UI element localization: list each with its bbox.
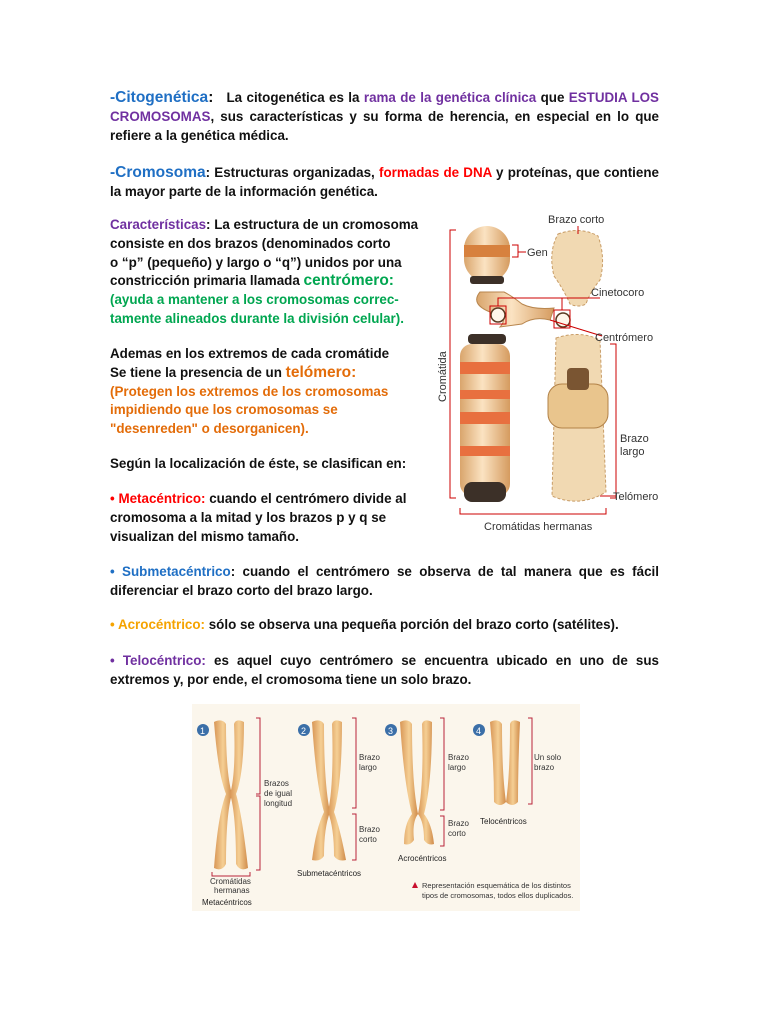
label-corto-b: corto: [359, 835, 377, 844]
kinetochore-right: [556, 313, 570, 327]
telomero-note-3: "desenreden" o desorganicen).: [110, 421, 309, 437]
submetacentrico-paragraph: [110, 562, 659, 600]
telocentric-chromatid-right: [506, 720, 520, 805]
acrocentric-chromatid-left: [400, 720, 418, 844]
label-metacentricos: Metacéntricos: [202, 898, 252, 907]
label-hermanas: hermanas: [214, 886, 250, 895]
label-de-igual: de igual: [264, 789, 293, 798]
label-brazos: Brazos: [264, 779, 289, 788]
acrocentrico-bullet: •: [110, 617, 115, 632]
label-brazo-corto-b: Brazo: [359, 825, 380, 834]
caracteristicas-block: [110, 216, 422, 329]
caracteristicas-line-3: o “p” (pequeño) y largo o “q”) unidos por una: [110, 254, 402, 270]
label-largo-a: largo: [359, 763, 377, 772]
dna-coil-core: [567, 368, 589, 390]
number-2: 2: [301, 726, 307, 736]
brazo-largo-bracket: [610, 344, 616, 498]
label-cromatidas: Cromátidas: [210, 877, 251, 886]
cromosoma-text-1: : Estructuras organizadas,: [205, 165, 375, 180]
number-4: 4: [476, 726, 482, 736]
acrocentric-bracket: [440, 718, 444, 846]
citogenetica-text-2: que: [540, 90, 565, 105]
cromosoma-highlight: formadas de DNA: [378, 165, 492, 180]
label-cromatida: Cromátida: [437, 351, 449, 402]
metacentrico-line-2: cromosoma a la mitad y los brazos p y q se: [110, 509, 387, 525]
label-telomero: Telómero: [613, 491, 659, 503]
citogenetica-term: -Citogenética: [110, 89, 209, 106]
label-acrocentricos: Acrocéntricos: [398, 854, 447, 863]
citogenetica-text-3: , sus características y su forma de herencia, en especial en lo que refiere a la genética médica.: [110, 109, 659, 143]
caracteristicas-line-2: consiste en dos brazos (denominados corto: [110, 235, 391, 251]
caption-triangle-icon: [412, 882, 418, 888]
label-brazo-e: brazo: [534, 763, 555, 772]
label-telocentricos: Telocéntricos: [480, 817, 527, 826]
kinetochore-left: [491, 308, 505, 322]
band-2: [460, 390, 510, 399]
acrocentrico-text: sólo se observa una pequeña porción del brazo corto (satélites).: [208, 617, 619, 632]
hermanas-bracket: [460, 508, 606, 514]
label-submetacentricos: Submetacéntricos: [297, 869, 362, 878]
chromosome-structure-illustration: [430, 212, 665, 540]
metacentric-chromatid-right: [230, 720, 248, 869]
acrocentrico-label: Acrocéntrico:: [117, 617, 205, 632]
citogenetica-text-1: La citogenética es la: [226, 90, 360, 105]
cromosoma-term: -Cromosoma: [110, 164, 206, 181]
clasifican-text: Según la localización de éste, se clasifican en:: [110, 456, 407, 471]
telocentrico-label: Telocéntrico:: [122, 653, 206, 668]
metacentrico-block: [110, 490, 422, 546]
telomero-note-2: impidiendo que los cromosomas se: [110, 402, 338, 418]
acrocentrico-paragraph: [110, 615, 659, 634]
dna-coil: [548, 384, 608, 428]
submetacentric-chromatid-right: [328, 720, 346, 860]
label-brazo-largo-c: Brazo: [448, 753, 469, 762]
metacentric-chromatid-left: [214, 720, 232, 869]
submetacentrico-bullet: •: [110, 564, 115, 579]
number-1: 1: [200, 726, 206, 736]
label-largo-c: largo: [448, 763, 466, 772]
caracteristicas-line-1: : La estructura de un cromosoma: [206, 217, 419, 232]
submetacentric-chromatid-left: [312, 720, 330, 860]
label-brazo-corto-d: Brazo: [448, 819, 469, 828]
clasifican-line: [110, 455, 422, 474]
metacentrico-line-1: cuando el centrómero divide al: [209, 491, 407, 506]
metacentrico-label: Metacéntrico:: [118, 491, 206, 506]
label-cinetocoro: Cinetocoro: [591, 287, 645, 299]
metacentrico-line-3: visualizan del mismo tamaño.: [110, 528, 300, 544]
centromero-note-2: tamente alineados durante la división celular).: [110, 310, 404, 326]
submetacentrico-label: Submetacéntrico: [122, 564, 231, 579]
metacentrico-bullet: •: [110, 491, 115, 506]
telomero-term: telómero:: [285, 363, 357, 381]
centromere-knob: [477, 292, 554, 327]
gen-band: [464, 245, 510, 257]
telomere-top: [470, 276, 504, 284]
telomero-block: [110, 345, 422, 439]
label-cromatidas-hermanas: Cromátidas hermanas: [484, 521, 593, 533]
telomero-line-1: Ademas en los extremos de cada cromátide: [110, 346, 390, 361]
telomero-line-2: Se tiene la presencia de un: [110, 364, 282, 380]
caracteristicas-label: Características: [110, 217, 207, 232]
telocentric-chromatid-left: [490, 720, 506, 805]
caption-line-1: Representación esquemática de los distintos: [422, 881, 571, 890]
caption-line-2: tipos de cromosomas, todos ellos duplicados.: [422, 891, 574, 900]
centromero-term: centrómero:: [303, 272, 394, 290]
telomero-note-1: (Protegen los extremos de los cromosomas: [110, 383, 389, 399]
telomere-mid: [468, 334, 506, 344]
caracteristicas-line-4: constricción primaria llamada: [110, 273, 300, 289]
citogenetica-paragraph: [110, 88, 659, 145]
band-1: [460, 362, 510, 374]
chromosome-types-figure: [192, 704, 580, 911]
submetacentrico-text: : cuando el centrómero se observa de tal manera que es fácil diferenciar el brazo corto del brazo largo.: [110, 564, 659, 598]
label-largo: largo: [620, 446, 645, 458]
metacentric-bracket: [256, 718, 260, 870]
telocentric-bracket: [528, 718, 532, 804]
label-brazo-corto: Brazo corto: [548, 214, 605, 226]
label-un-solo: Un solo: [534, 753, 562, 762]
label-brazo: Brazo: [620, 433, 649, 445]
centromero-note-1: (ayuda a mantener a los cromosomas correc-: [110, 292, 399, 308]
cromosoma-text-2: y proteínas, que contiene la mayor parte de la información genética.: [110, 165, 659, 199]
citogenetica-colon: :: [208, 89, 214, 106]
label-corto-d: corto: [448, 829, 466, 838]
band-3: [460, 412, 510, 424]
acrocentric-chromatid-right: [418, 720, 434, 844]
band-4: [460, 446, 510, 456]
citogenetica-highlight-1: rama de la genética clínica: [363, 90, 537, 105]
label-brazo-largo-a: Brazo: [359, 753, 380, 762]
telomere-bottom: [464, 482, 506, 502]
cromosoma-paragraph: [110, 163, 659, 201]
gen-bracket: [512, 245, 518, 257]
label-gen: Gen: [527, 247, 548, 259]
submetacentric-bracket: [352, 718, 356, 860]
telocentrico-text: es aquel cuyo centrómero se encuentra ubicado en uno de sus extremos y, por ende, el cromosoma tiene un solo brazo.: [110, 653, 659, 687]
chromosome-structure-figure: [430, 212, 665, 540]
chromosome-types-illustration: [192, 704, 580, 911]
telocentrico-bullet: •: [110, 653, 115, 668]
cromatida-bracket: [450, 230, 456, 498]
label-centromero: Centrómero: [595, 332, 654, 344]
number-3: 3: [388, 726, 394, 736]
citogenetica-highlight-2: ESTUDIA LOS CROMOSOMAS: [110, 90, 659, 124]
telocentrico-paragraph: [110, 651, 659, 689]
metacentric-hermanas-bracket: [212, 872, 250, 876]
label-longitud: longitud: [264, 799, 293, 808]
